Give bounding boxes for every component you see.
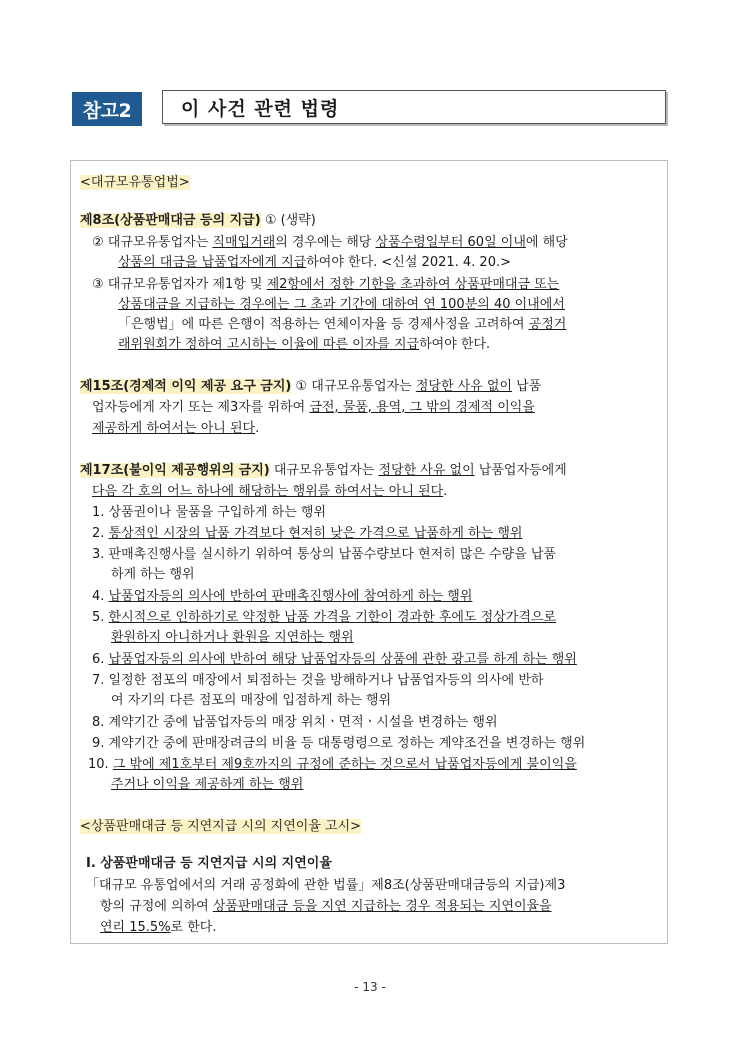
list-item-continuation: 하게 하는 행위 bbox=[111, 567, 195, 582]
list-item-continuation: 주거나 이익을 제공하게 하는 행위 bbox=[111, 777, 304, 792]
article-8-para3-line3: 「은행법」에 따른 은행이 적용하는 연체이자율 등 경제사정을 고려하여 공정거 bbox=[118, 317, 567, 332]
notice-line2: 항의 규정에 의하여 상품판매대금 등을 지연 지급하는 경우 적용되는 지연이율을 bbox=[100, 899, 552, 914]
list-item: 3. 판매촉진행사를 실시하기 위하여 통상의 납품수량보다 현저히 많은 수량을 납품 bbox=[92, 547, 557, 562]
article-8-para3-line4: 래위원회가 정하여 고시하는 이율에 따른 이자를 지급하여야 한다. bbox=[118, 337, 491, 352]
article-15-line2: 업자등에게 자기 또는 제3자를 위하여 금전, 물품, 용역, 그 밖의 경제적 이익을 bbox=[92, 400, 535, 415]
article-8-title-line: 제8조(상품판매대금 등의 지급) ① (생략) bbox=[80, 213, 316, 228]
article-17-line2: 다음 각 호의 어느 하나에 해당하는 행위를 하여서는 아니 된다. bbox=[92, 484, 448, 499]
notice-section-title: Ⅰ. 상품판매대금 등 지연지급 시의 지연이율 bbox=[86, 856, 332, 871]
list-item-continuation: 환원하지 아니하거나 환원을 지연하는 행위 bbox=[111, 630, 354, 645]
page-number: - 13 - bbox=[354, 980, 386, 994]
article-17-title: 제17조(불이익 제공행위의 금지) bbox=[80, 463, 270, 478]
list-item: 9. 계약기간 중에 판매장려금의 비율 등 대통령령으로 정하는 계약조건을 변경하는 행위 bbox=[92, 736, 586, 751]
list-item: 2. 통상적인 시장의 납품 가격보다 현저히 낮은 가격으로 납품하게 하는 행위 bbox=[92, 526, 523, 541]
list-item: 1. 상품권이나 물품을 구입하게 하는 행위 bbox=[92, 505, 327, 520]
list-item-continuation: 여 자기의 다른 점포의 매장에 입점하게 하는 행위 bbox=[111, 693, 392, 708]
article-15-line3: 제공하게 하여서는 아니 된다. bbox=[92, 421, 260, 436]
law-heading-delay-interest-notice: <상품판매대금 등 지연지급 시의 지연이율 고시> bbox=[80, 819, 362, 834]
list-item: 10. 그 밖에 제1호부터 제9호까지의 규정에 준하는 것으로서 납품업자등에게 불이익을 bbox=[88, 757, 577, 772]
article-17-line1: 제17조(불이익 제공행위의 금지) 대규모유통업자는 정당한 사유 없이 납품업자등에게 bbox=[80, 463, 567, 478]
notice-line3: 연리 15.5%로 한다. bbox=[100, 920, 217, 935]
article-8-para2-line1: ② 대규모유통업자는 직매입거래의 경우에는 해당 상품수령일부터 60일 이내에 해당 bbox=[92, 235, 568, 250]
list-item: 6. 납품업자등의 의사에 반하여 해당 납품업자등의 상품에 관한 광고를 하게 하는 행위 bbox=[92, 652, 577, 667]
page-title: 이 사건 관련 법령 bbox=[162, 90, 666, 124]
article-15-title: 제15조(경제적 이익 제공 요구 금지) bbox=[80, 379, 292, 394]
article-8-para3-line1: ③ 대규모유통업자가 제1항 및 제2항에서 정한 기한을 초과하여 상품판매대금 또는 bbox=[92, 277, 560, 292]
reference-badge: 참고2 bbox=[72, 92, 142, 126]
list-item: 7. 일정한 점포의 매장에서 퇴점하는 것을 방해하거나 납품업자등의 의사에 반하 bbox=[92, 673, 544, 688]
notice-line1: 「대규모 유통업에서의 거래 공정화에 관한 법률」제8조(상품판매대금등의 지급)제3 bbox=[86, 878, 566, 893]
article-8-para2-line2: 상품의 대금을 납품업자에게 지급하여야 한다. <신설 2021. 4. 20.> bbox=[118, 255, 511, 270]
article-8-title: 제8조(상품판매대금 등의 지급) bbox=[80, 213, 261, 228]
list-item: 5. 한시적으로 인하하기로 약정한 납품 가격을 기한이 경과한 후에도 정상가격으로 bbox=[92, 610, 557, 625]
article-8-para3-line2: 상품대금을 지급하는 경우에는 그 초과 기간에 대하여 연 100분의 40 이내에서 bbox=[118, 297, 565, 312]
law-heading-large-retail-act: <대규모유통업법> bbox=[80, 175, 190, 190]
list-item: 8. 계약기간 중에 납품업자등의 매장 위치ㆍ면적ㆍ시설을 변경하는 행위 bbox=[92, 715, 498, 730]
list-item: 4. 납품업자등의 의사에 반하여 판매촉진행사에 참여하게 하는 행위 bbox=[92, 589, 473, 604]
article-15-line1: 제15조(경제적 이익 제공 요구 금지) ① 대규모유통업자는 정당한 사유 없이 납품 bbox=[80, 379, 542, 394]
